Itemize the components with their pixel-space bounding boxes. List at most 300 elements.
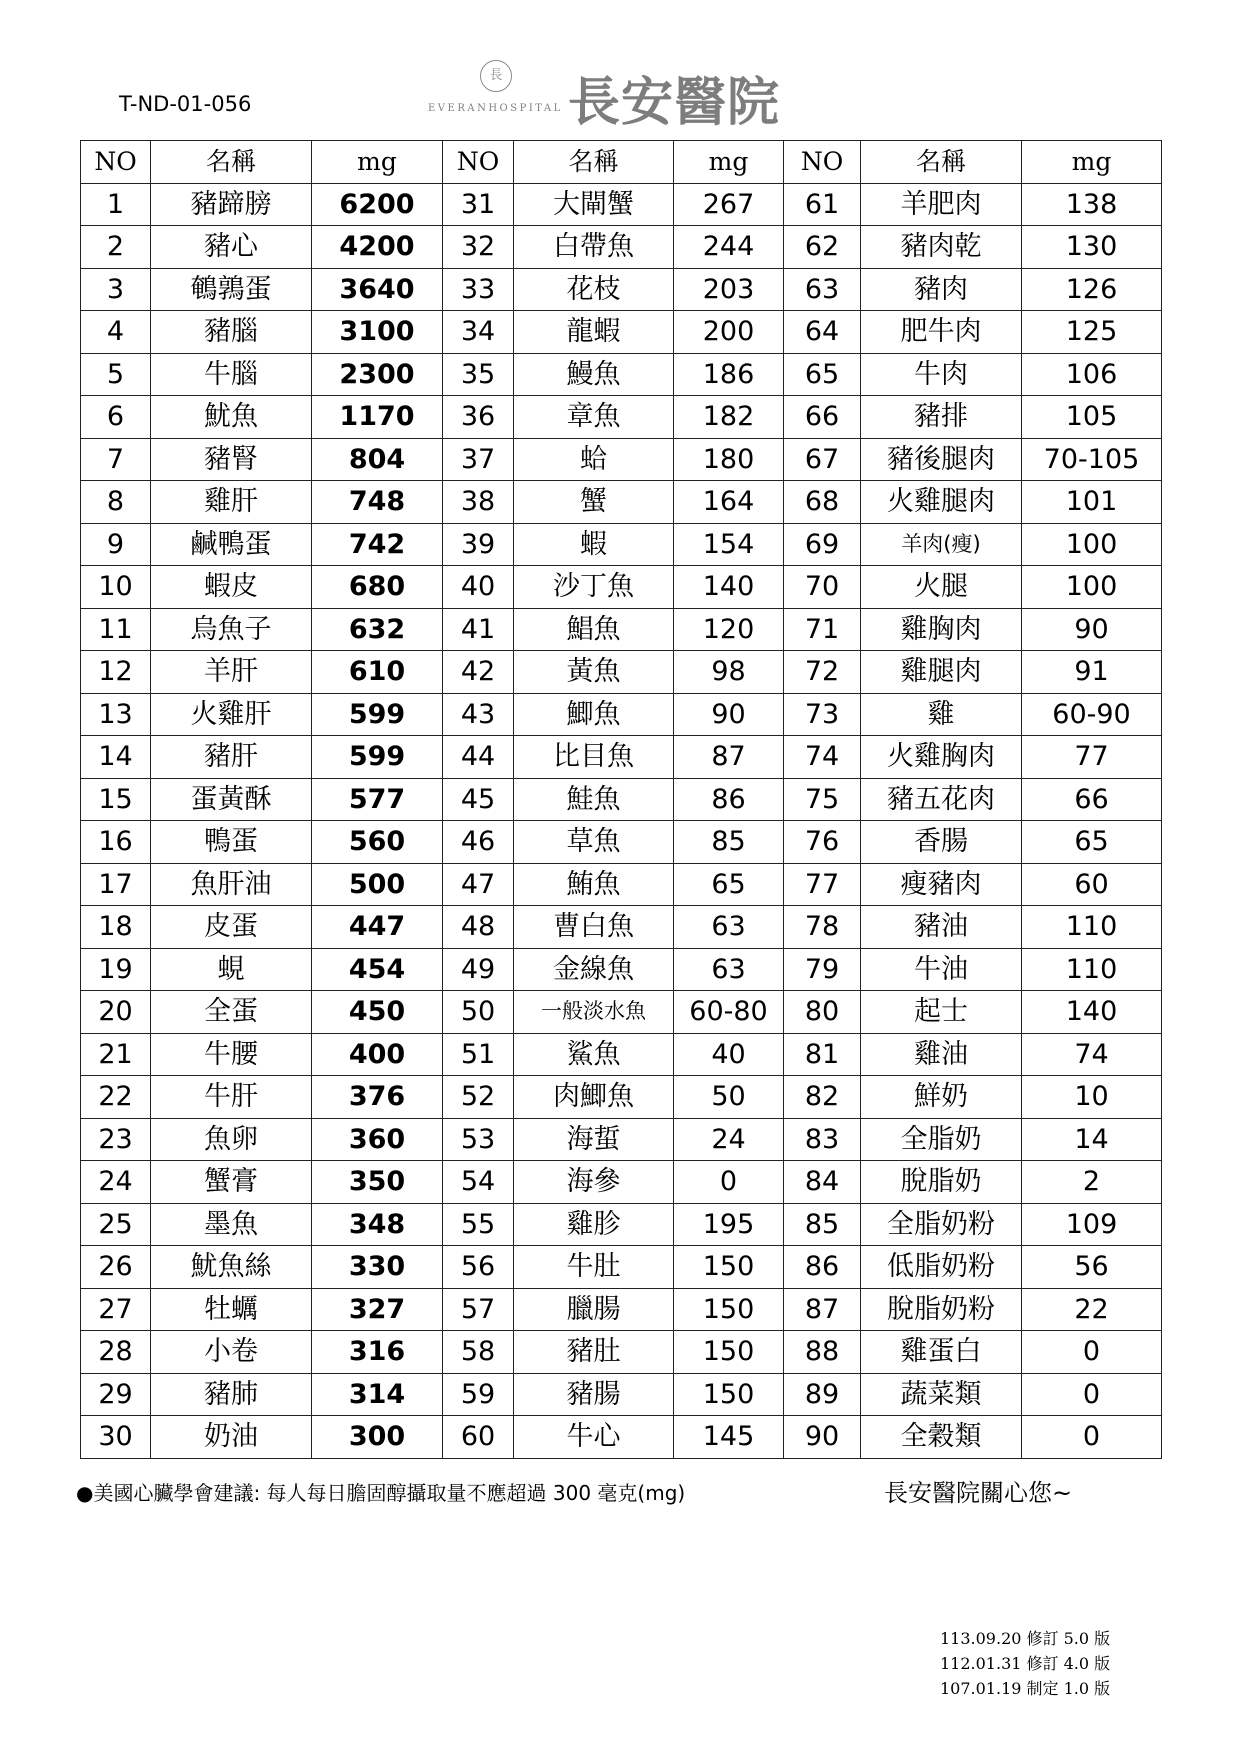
table-row bbox=[81, 1416, 1162, 1459]
cell-no: 77 bbox=[784, 863, 861, 906]
cell-no: 4 bbox=[81, 311, 151, 354]
header-no: NO bbox=[784, 141, 861, 184]
table-row bbox=[81, 438, 1162, 481]
cell-no: 47 bbox=[443, 863, 514, 906]
cell-mg: 101 bbox=[1022, 481, 1162, 524]
cell-name: 比目魚 bbox=[514, 736, 674, 779]
cell-no: 14 bbox=[81, 736, 151, 779]
table-row bbox=[81, 1076, 1162, 1119]
cell-name: 白帶魚 bbox=[514, 226, 674, 269]
table-row bbox=[81, 948, 1162, 991]
cell-name: 全脂奶 bbox=[861, 1118, 1022, 1161]
cell-mg: 145 bbox=[674, 1416, 784, 1459]
cell-no: 9 bbox=[81, 523, 151, 566]
cell-name: 草魚 bbox=[514, 821, 674, 864]
cell-name: 臘腸 bbox=[514, 1288, 674, 1331]
cell-mg: 182 bbox=[674, 396, 784, 439]
cell-name: 火雞胸肉 bbox=[861, 736, 1022, 779]
header-mg: mg bbox=[674, 141, 784, 184]
cell-no: 26 bbox=[81, 1246, 151, 1289]
cell-name: 曹白魚 bbox=[514, 906, 674, 949]
cell-no: 23 bbox=[81, 1118, 151, 1161]
table-body bbox=[81, 183, 1162, 1458]
cell-name: 小卷 bbox=[151, 1331, 312, 1374]
table-header-row bbox=[81, 141, 1162, 184]
table-row bbox=[81, 353, 1162, 396]
table-row bbox=[81, 1203, 1162, 1246]
cell-name: 全脂奶粉 bbox=[861, 1203, 1022, 1246]
cell-mg: 60 bbox=[1022, 863, 1162, 906]
cell-name: 羊肝 bbox=[151, 651, 312, 694]
table-row bbox=[81, 1161, 1162, 1204]
header-name: 名稱 bbox=[861, 141, 1022, 184]
cell-mg: 100 bbox=[1022, 523, 1162, 566]
cell-no: 11 bbox=[81, 608, 151, 651]
cell-no: 56 bbox=[443, 1246, 514, 1289]
table-row bbox=[81, 736, 1162, 779]
cell-mg: 126 bbox=[1022, 268, 1162, 311]
cell-name: 鮪魚 bbox=[514, 863, 674, 906]
cell-no: 84 bbox=[784, 1161, 861, 1204]
cell-mg: 680 bbox=[312, 566, 443, 609]
cell-mg: 110 bbox=[1022, 906, 1162, 949]
cell-no: 5 bbox=[81, 353, 151, 396]
cell-name: 牛肝 bbox=[151, 1076, 312, 1119]
cell-name: 海參 bbox=[514, 1161, 674, 1204]
cell-name: 香腸 bbox=[861, 821, 1022, 864]
cell-mg: 60-90 bbox=[1022, 693, 1162, 736]
cell-no: 36 bbox=[443, 396, 514, 439]
cell-no: 62 bbox=[784, 226, 861, 269]
cell-no: 58 bbox=[443, 1331, 514, 1374]
cell-mg: 267 bbox=[674, 183, 784, 226]
cell-mg: 610 bbox=[312, 651, 443, 694]
cell-mg: 40 bbox=[674, 1033, 784, 1076]
cell-no: 86 bbox=[784, 1246, 861, 1289]
cell-no: 21 bbox=[81, 1033, 151, 1076]
cell-no: 35 bbox=[443, 353, 514, 396]
cell-no: 25 bbox=[81, 1203, 151, 1246]
cell-no: 2 bbox=[81, 226, 151, 269]
logo-emblem-icon: 長 bbox=[480, 60, 512, 92]
table-row bbox=[81, 693, 1162, 736]
cell-mg: 748 bbox=[312, 481, 443, 524]
table-row bbox=[81, 226, 1162, 269]
cell-no: 89 bbox=[784, 1373, 861, 1416]
cell-mg: 450 bbox=[312, 991, 443, 1034]
cell-name: 羊肥肉 bbox=[861, 183, 1022, 226]
cell-no: 10 bbox=[81, 566, 151, 609]
cell-name: 豬腎 bbox=[151, 438, 312, 481]
cell-name: 豬肉乾 bbox=[861, 226, 1022, 269]
table-row bbox=[81, 608, 1162, 651]
table-row bbox=[81, 821, 1162, 864]
cell-mg: 376 bbox=[312, 1076, 443, 1119]
cell-no: 75 bbox=[784, 778, 861, 821]
table-row bbox=[81, 778, 1162, 821]
cell-mg: 24 bbox=[674, 1118, 784, 1161]
table-row bbox=[81, 1373, 1162, 1416]
cell-name: 奶油 bbox=[151, 1416, 312, 1459]
cell-no: 51 bbox=[443, 1033, 514, 1076]
cell-no: 52 bbox=[443, 1076, 514, 1119]
cell-mg: 74 bbox=[1022, 1033, 1162, 1076]
cell-mg: 77 bbox=[1022, 736, 1162, 779]
cell-mg: 6200 bbox=[312, 183, 443, 226]
cell-name: 雞胗 bbox=[514, 1203, 674, 1246]
cell-name: 烏魚子 bbox=[151, 608, 312, 651]
cell-name: 雞蛋白 bbox=[861, 1331, 1022, 1374]
cell-mg: 110 bbox=[1022, 948, 1162, 991]
cell-no: 67 bbox=[784, 438, 861, 481]
cell-no: 37 bbox=[443, 438, 514, 481]
cell-no: 78 bbox=[784, 906, 861, 949]
cell-no: 90 bbox=[784, 1416, 861, 1459]
cell-no: 80 bbox=[784, 991, 861, 1034]
cell-mg: 150 bbox=[674, 1288, 784, 1331]
cell-name: 豬肉 bbox=[861, 268, 1022, 311]
cell-name: 墨魚 bbox=[151, 1203, 312, 1246]
cell-name: 鮭魚 bbox=[514, 778, 674, 821]
cell-name: 豬腦 bbox=[151, 311, 312, 354]
cell-no: 60 bbox=[443, 1416, 514, 1459]
cell-mg: 500 bbox=[312, 863, 443, 906]
cell-mg: 60-80 bbox=[674, 991, 784, 1034]
cell-name: 起士 bbox=[861, 991, 1022, 1034]
cell-mg: 100 bbox=[1022, 566, 1162, 609]
cell-name: 蝦 bbox=[514, 523, 674, 566]
revision-line: 107.01.19 制定 1.0 版 bbox=[940, 1679, 1111, 1698]
cell-no: 31 bbox=[443, 183, 514, 226]
logo-chinese-name: 長安醫院 bbox=[568, 73, 781, 133]
table-row bbox=[81, 311, 1162, 354]
revision-line: 112.01.31 修訂 4.0 版 bbox=[940, 1654, 1111, 1673]
cell-mg: 599 bbox=[312, 736, 443, 779]
cell-no: 53 bbox=[443, 1118, 514, 1161]
cell-name: 牛心 bbox=[514, 1416, 674, 1459]
cell-name: 雞胸肉 bbox=[861, 608, 1022, 651]
cell-name: 蛋黃酥 bbox=[151, 778, 312, 821]
cell-mg: 3100 bbox=[312, 311, 443, 354]
cell-no: 63 bbox=[784, 268, 861, 311]
cell-name: 鵪鶉蛋 bbox=[151, 268, 312, 311]
cell-no: 66 bbox=[784, 396, 861, 439]
cell-mg: 0 bbox=[1022, 1416, 1162, 1459]
cell-mg: 150 bbox=[674, 1331, 784, 1374]
cell-name: 鯽魚 bbox=[514, 693, 674, 736]
cell-no: 81 bbox=[784, 1033, 861, 1076]
cell-name: 牛油 bbox=[861, 948, 1022, 991]
cell-name: 鴨蛋 bbox=[151, 821, 312, 864]
cell-mg: 599 bbox=[312, 693, 443, 736]
cell-mg: 316 bbox=[312, 1331, 443, 1374]
cell-name: 火雞腿肉 bbox=[861, 481, 1022, 524]
cell-no: 22 bbox=[81, 1076, 151, 1119]
cell-name: 豬肝 bbox=[151, 736, 312, 779]
cell-mg: 105 bbox=[1022, 396, 1162, 439]
cell-name: 豬心 bbox=[151, 226, 312, 269]
hospital-logo bbox=[428, 52, 828, 133]
recommendation-note: ●美國心臟學會建議: 每人每日膽固醇攝取量不應超過 300 毫克(mg) bbox=[76, 1481, 686, 1505]
cell-name: 牛肉 bbox=[861, 353, 1022, 396]
cell-no: 17 bbox=[81, 863, 151, 906]
header-mg: mg bbox=[1022, 141, 1162, 184]
cell-mg: 109 bbox=[1022, 1203, 1162, 1246]
cell-mg: 447 bbox=[312, 906, 443, 949]
cell-no: 42 bbox=[443, 651, 514, 694]
cell-mg: 106 bbox=[1022, 353, 1162, 396]
cell-name: 牛腰 bbox=[151, 1033, 312, 1076]
cell-mg: 560 bbox=[312, 821, 443, 864]
table-row bbox=[81, 651, 1162, 694]
cell-mg: 14 bbox=[1022, 1118, 1162, 1161]
cell-no: 88 bbox=[784, 1331, 861, 1374]
cell-name: 豬排 bbox=[861, 396, 1022, 439]
cell-no: 7 bbox=[81, 438, 151, 481]
cell-no: 39 bbox=[443, 523, 514, 566]
cell-name: 牡蠣 bbox=[151, 1288, 312, 1331]
cell-mg: 300 bbox=[312, 1416, 443, 1459]
cell-mg: 2300 bbox=[312, 353, 443, 396]
cell-mg: 164 bbox=[674, 481, 784, 524]
cell-mg: 138 bbox=[1022, 183, 1162, 226]
cell-name: 雞 bbox=[861, 693, 1022, 736]
cell-mg: 195 bbox=[674, 1203, 784, 1246]
cell-mg: 85 bbox=[674, 821, 784, 864]
cell-mg: 203 bbox=[674, 268, 784, 311]
cell-mg: 150 bbox=[674, 1246, 784, 1289]
cell-mg: 0 bbox=[1022, 1373, 1162, 1416]
table-row bbox=[81, 183, 1162, 226]
cell-name: 蟹膏 bbox=[151, 1161, 312, 1204]
cell-mg: 125 bbox=[1022, 311, 1162, 354]
cell-no: 38 bbox=[443, 481, 514, 524]
cell-mg: 200 bbox=[674, 311, 784, 354]
cell-name: 蟹 bbox=[514, 481, 674, 524]
cell-no: 59 bbox=[443, 1373, 514, 1416]
cell-no: 34 bbox=[443, 311, 514, 354]
cell-no: 54 bbox=[443, 1161, 514, 1204]
cell-name: 鯊魚 bbox=[514, 1033, 674, 1076]
cell-name: 豬肺 bbox=[151, 1373, 312, 1416]
cell-name: 海蜇 bbox=[514, 1118, 674, 1161]
table-row bbox=[81, 1331, 1162, 1374]
cell-no: 19 bbox=[81, 948, 151, 991]
cell-name: 豬油 bbox=[861, 906, 1022, 949]
cell-mg: 10 bbox=[1022, 1076, 1162, 1119]
cell-no: 72 bbox=[784, 651, 861, 694]
cell-mg: 348 bbox=[312, 1203, 443, 1246]
cell-mg: 150 bbox=[674, 1373, 784, 1416]
cell-mg: 154 bbox=[674, 523, 784, 566]
cell-no: 18 bbox=[81, 906, 151, 949]
cell-mg: 632 bbox=[312, 608, 443, 651]
cell-name: 魚肝油 bbox=[151, 863, 312, 906]
cell-name: 蔬菜類 bbox=[861, 1373, 1022, 1416]
cell-no: 68 bbox=[784, 481, 861, 524]
cholesterol-table bbox=[80, 140, 1162, 1459]
cell-name: 豬五花肉 bbox=[861, 778, 1022, 821]
cell-name: 肥牛肉 bbox=[861, 311, 1022, 354]
cell-no: 6 bbox=[81, 396, 151, 439]
cell-mg: 244 bbox=[674, 226, 784, 269]
cell-name: 豬肚 bbox=[514, 1331, 674, 1374]
cell-no: 69 bbox=[784, 523, 861, 566]
cell-mg: 86 bbox=[674, 778, 784, 821]
cell-mg: 63 bbox=[674, 948, 784, 991]
cell-mg: 63 bbox=[674, 906, 784, 949]
cell-name: 章魚 bbox=[514, 396, 674, 439]
cell-mg: 804 bbox=[312, 438, 443, 481]
cell-no: 48 bbox=[443, 906, 514, 949]
cell-name: 全蛋 bbox=[151, 991, 312, 1034]
cell-mg: 90 bbox=[674, 693, 784, 736]
cell-mg: 140 bbox=[1022, 991, 1162, 1034]
table-row bbox=[81, 991, 1162, 1034]
cell-name: 脫脂奶 bbox=[861, 1161, 1022, 1204]
cell-no: 57 bbox=[443, 1288, 514, 1331]
care-message: 長安醫院關心您~ bbox=[884, 1479, 1073, 1507]
cell-mg: 360 bbox=[312, 1118, 443, 1161]
cell-mg: 130 bbox=[1022, 226, 1162, 269]
cell-name: 魷魚絲 bbox=[151, 1246, 312, 1289]
cell-no: 3 bbox=[81, 268, 151, 311]
cell-mg: 0 bbox=[674, 1161, 784, 1204]
table-row bbox=[81, 566, 1162, 609]
cell-mg: 120 bbox=[674, 608, 784, 651]
cell-name: 鮮奶 bbox=[861, 1076, 1022, 1119]
cell-mg: 454 bbox=[312, 948, 443, 991]
cell-no: 8 bbox=[81, 481, 151, 524]
cell-mg: 186 bbox=[674, 353, 784, 396]
cell-mg: 180 bbox=[674, 438, 784, 481]
cell-mg: 1170 bbox=[312, 396, 443, 439]
cell-name: 金線魚 bbox=[514, 948, 674, 991]
cell-no: 1 bbox=[81, 183, 151, 226]
cell-name: 肉鯽魚 bbox=[514, 1076, 674, 1119]
cell-no: 74 bbox=[784, 736, 861, 779]
cell-no: 13 bbox=[81, 693, 151, 736]
cell-no: 40 bbox=[443, 566, 514, 609]
table-row bbox=[81, 481, 1162, 524]
table-row bbox=[81, 1288, 1162, 1331]
cell-no: 79 bbox=[784, 948, 861, 991]
cell-name: 低脂奶粉 bbox=[861, 1246, 1022, 1289]
cell-name: 蝦皮 bbox=[151, 566, 312, 609]
cell-name: 火雞肝 bbox=[151, 693, 312, 736]
cell-name: 龍蝦 bbox=[514, 311, 674, 354]
cell-no: 46 bbox=[443, 821, 514, 864]
cell-name: 雞腿肉 bbox=[861, 651, 1022, 694]
cell-mg: 65 bbox=[674, 863, 784, 906]
cell-name: 牛腦 bbox=[151, 353, 312, 396]
cell-name: 全穀類 bbox=[861, 1416, 1022, 1459]
cell-name: 牛肚 bbox=[514, 1246, 674, 1289]
cell-name: 沙丁魚 bbox=[514, 566, 674, 609]
cell-mg: 327 bbox=[312, 1288, 443, 1331]
cell-no: 76 bbox=[784, 821, 861, 864]
cell-mg: 2 bbox=[1022, 1161, 1162, 1204]
cell-mg: 65 bbox=[1022, 821, 1162, 864]
cell-no: 44 bbox=[443, 736, 514, 779]
cell-no: 50 bbox=[443, 991, 514, 1034]
cell-no: 70 bbox=[784, 566, 861, 609]
document-code: T-ND-01-056 bbox=[119, 92, 252, 116]
cell-name: 脫脂奶粉 bbox=[861, 1288, 1022, 1331]
cell-no: 20 bbox=[81, 991, 151, 1034]
cell-name: 雞油 bbox=[861, 1033, 1022, 1076]
cell-name: 大閘蟹 bbox=[514, 183, 674, 226]
cell-name: 鰻魚 bbox=[514, 353, 674, 396]
cell-name: 豬後腿肉 bbox=[861, 438, 1022, 481]
header-name: 名稱 bbox=[151, 141, 312, 184]
table-row bbox=[81, 1246, 1162, 1289]
cell-no: 43 bbox=[443, 693, 514, 736]
cell-no: 55 bbox=[443, 1203, 514, 1246]
cell-no: 65 bbox=[784, 353, 861, 396]
cell-no: 32 bbox=[443, 226, 514, 269]
cell-name: 鹹鴨蛋 bbox=[151, 523, 312, 566]
cell-no: 83 bbox=[784, 1118, 861, 1161]
cell-mg: 742 bbox=[312, 523, 443, 566]
cell-no: 12 bbox=[81, 651, 151, 694]
table-row bbox=[81, 1033, 1162, 1076]
header-name: 名稱 bbox=[514, 141, 674, 184]
cell-name: 蜆 bbox=[151, 948, 312, 991]
cell-no: 64 bbox=[784, 311, 861, 354]
revision-line: 113.09.20 修訂 5.0 版 bbox=[940, 1629, 1111, 1648]
cell-mg: 22 bbox=[1022, 1288, 1162, 1331]
cell-mg: 87 bbox=[674, 736, 784, 779]
cell-name: 一般淡水魚 bbox=[514, 991, 674, 1034]
cell-no: 71 bbox=[784, 608, 861, 651]
cell-name: 羊肉(瘦) bbox=[861, 523, 1022, 566]
table-row bbox=[81, 1118, 1162, 1161]
table-row bbox=[81, 396, 1162, 439]
cell-no: 41 bbox=[443, 608, 514, 651]
cell-mg: 577 bbox=[312, 778, 443, 821]
cell-name: 黃魚 bbox=[514, 651, 674, 694]
table-row bbox=[81, 523, 1162, 566]
cell-no: 49 bbox=[443, 948, 514, 991]
cell-no: 87 bbox=[784, 1288, 861, 1331]
cell-mg: 56 bbox=[1022, 1246, 1162, 1289]
cell-no: 15 bbox=[81, 778, 151, 821]
cell-no: 85 bbox=[784, 1203, 861, 1246]
cell-name: 鯧魚 bbox=[514, 608, 674, 651]
cell-mg: 91 bbox=[1022, 651, 1162, 694]
cell-name: 雞肝 bbox=[151, 481, 312, 524]
cell-mg: 3640 bbox=[312, 268, 443, 311]
table-row bbox=[81, 906, 1162, 949]
cell-mg: 330 bbox=[312, 1246, 443, 1289]
cell-name: 蛤 bbox=[514, 438, 674, 481]
cell-no: 33 bbox=[443, 268, 514, 311]
cell-no: 73 bbox=[784, 693, 861, 736]
cell-mg: 140 bbox=[674, 566, 784, 609]
cell-name: 瘦豬肉 bbox=[861, 863, 1022, 906]
cell-no: 29 bbox=[81, 1373, 151, 1416]
table-row bbox=[81, 863, 1162, 906]
cell-mg: 98 bbox=[674, 651, 784, 694]
header-no: NO bbox=[443, 141, 514, 184]
header-mg: mg bbox=[312, 141, 443, 184]
cell-no: 16 bbox=[81, 821, 151, 864]
cell-mg: 66 bbox=[1022, 778, 1162, 821]
cell-mg: 90 bbox=[1022, 608, 1162, 651]
cell-name: 皮蛋 bbox=[151, 906, 312, 949]
logo-english-name: EVERANHOSPITAL bbox=[428, 103, 563, 114]
